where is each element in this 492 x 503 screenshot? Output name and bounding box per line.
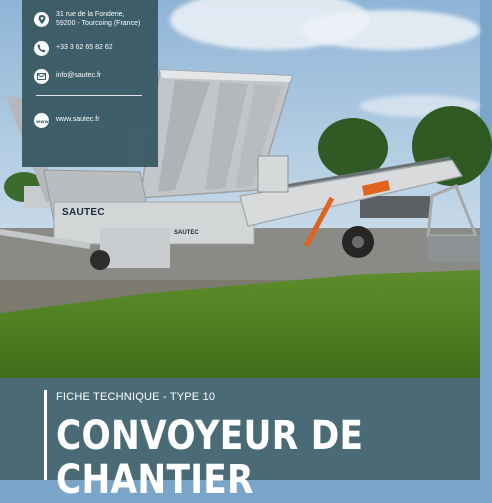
contact-phone-row (34, 39, 148, 56)
web-icon (34, 113, 49, 128)
machine-brand-label: SAUTEC (62, 207, 105, 218)
contact-email-row (34, 67, 148, 84)
contact-website-row (34, 111, 148, 128)
title-band (0, 378, 480, 503)
contact-panel (22, 0, 158, 167)
document-subtitle: FICHE TECHNIQUE - TYPE 10 (56, 391, 216, 403)
document-title: CONVOYEUR DE CHANTIER (56, 413, 364, 503)
phone-icon (34, 41, 49, 56)
contact-address: 31 rue de la Fonderie, 59200 - Tourcoing (France) (56, 11, 141, 27)
machine-side-label: SAUTEC (174, 230, 199, 236)
contact-address-row (34, 10, 148, 28)
title-accent-bar (44, 390, 47, 480)
location-pin-icon (34, 12, 49, 27)
svg-text:www: www (36, 119, 49, 125)
email-icon (34, 69, 49, 84)
contact-divider (36, 95, 142, 96)
contact-phone[interactable]: +33 3 62 65 82 62 (56, 44, 113, 51)
contact-email[interactable]: info@sautec.fr (56, 72, 102, 79)
contact-website[interactable]: www.sautec.fr (56, 116, 100, 123)
